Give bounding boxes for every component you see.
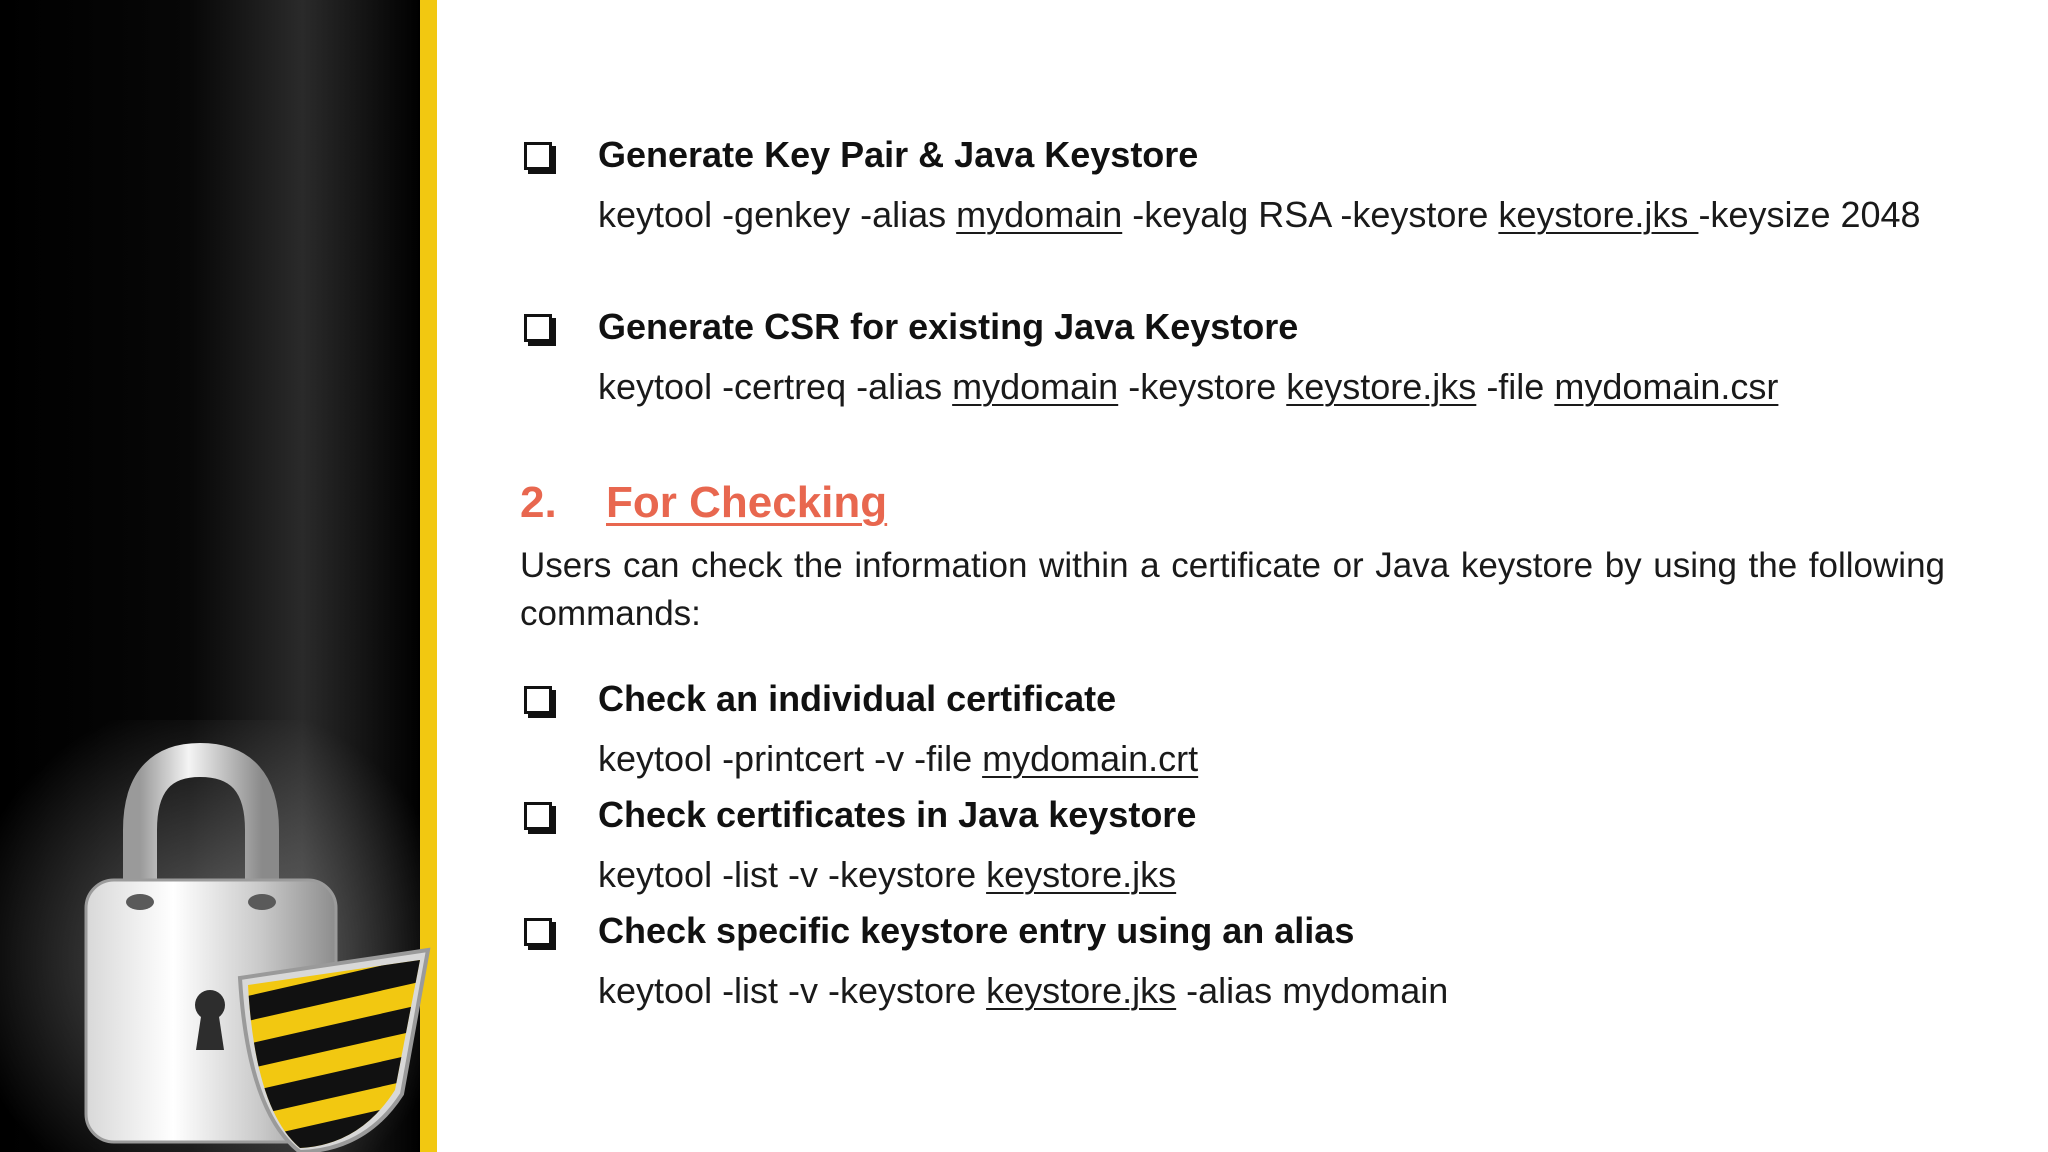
cmd-text: keytool -genkey -alias (598, 194, 957, 235)
cmd-link: mydomain.csr (1554, 366, 1779, 407)
checkbox-icon (524, 686, 552, 714)
cmd-text: -file (1476, 366, 1555, 407)
bullet-check-keystore (520, 788, 1965, 846)
command-line (598, 962, 2043, 1020)
section-number: 2. (520, 478, 557, 527)
bullet-title: Generate CSR for existing Java Keystore (598, 306, 1299, 347)
section-title: For Checking (606, 478, 888, 527)
checkbox-icon (524, 314, 552, 342)
bullet-generate-key-pair (520, 128, 1965, 186)
command-line (598, 358, 2043, 416)
bullet-title: Generate Key Pair & Java Keystore (598, 134, 1199, 175)
command-line (598, 730, 2043, 788)
side-panel-art (0, 0, 445, 1152)
bullet-generate-csr (520, 300, 1965, 358)
cmd-text: keytool -list -v -keystore (598, 854, 987, 895)
section-heading (520, 472, 1965, 542)
cmd-link: mydomain (956, 194, 1123, 235)
cmd-text: -keysize 2048 (1698, 194, 1921, 235)
bullet-title: Check specific keystore entry using an alias (598, 910, 1355, 951)
checkbox-icon (524, 802, 552, 830)
checkbox-icon (524, 142, 552, 170)
bullet-title: Check an individual certificate (598, 678, 1117, 719)
cmd-text: -keystore (1118, 366, 1287, 407)
bullet-check-certificate (520, 672, 1965, 730)
slide-content (520, 128, 1965, 1020)
section-description: Users can check the information within a certificate or Java keystore by using the following commands: (520, 546, 1945, 633)
cmd-text: -keyalg RSA -keystore (1122, 194, 1499, 235)
cmd-text: keytool -certreq -alias (598, 366, 953, 407)
command-line (598, 846, 2043, 904)
bullet-check-alias (520, 904, 1965, 962)
side-panel (0, 0, 445, 1152)
cmd-text: -alias mydomain (1176, 970, 1449, 1011)
cmd-link: keystore.jks (1286, 366, 1477, 407)
cmd-link: keystore.jks (986, 970, 1177, 1011)
cmd-text: keytool -list -v -keystore (598, 970, 987, 1011)
checkbox-icon (524, 918, 552, 946)
cmd-link: mydomain.crt (982, 738, 1199, 779)
cmd-link: keystore.jks (1498, 194, 1699, 235)
cmd-text: keytool -printcert -v -file (598, 738, 983, 779)
command-line (598, 186, 2043, 244)
cmd-link: mydomain (952, 366, 1119, 407)
cmd-link: keystore.jks (986, 854, 1177, 895)
bullet-title: Check certificates in Java keystore (598, 794, 1197, 835)
